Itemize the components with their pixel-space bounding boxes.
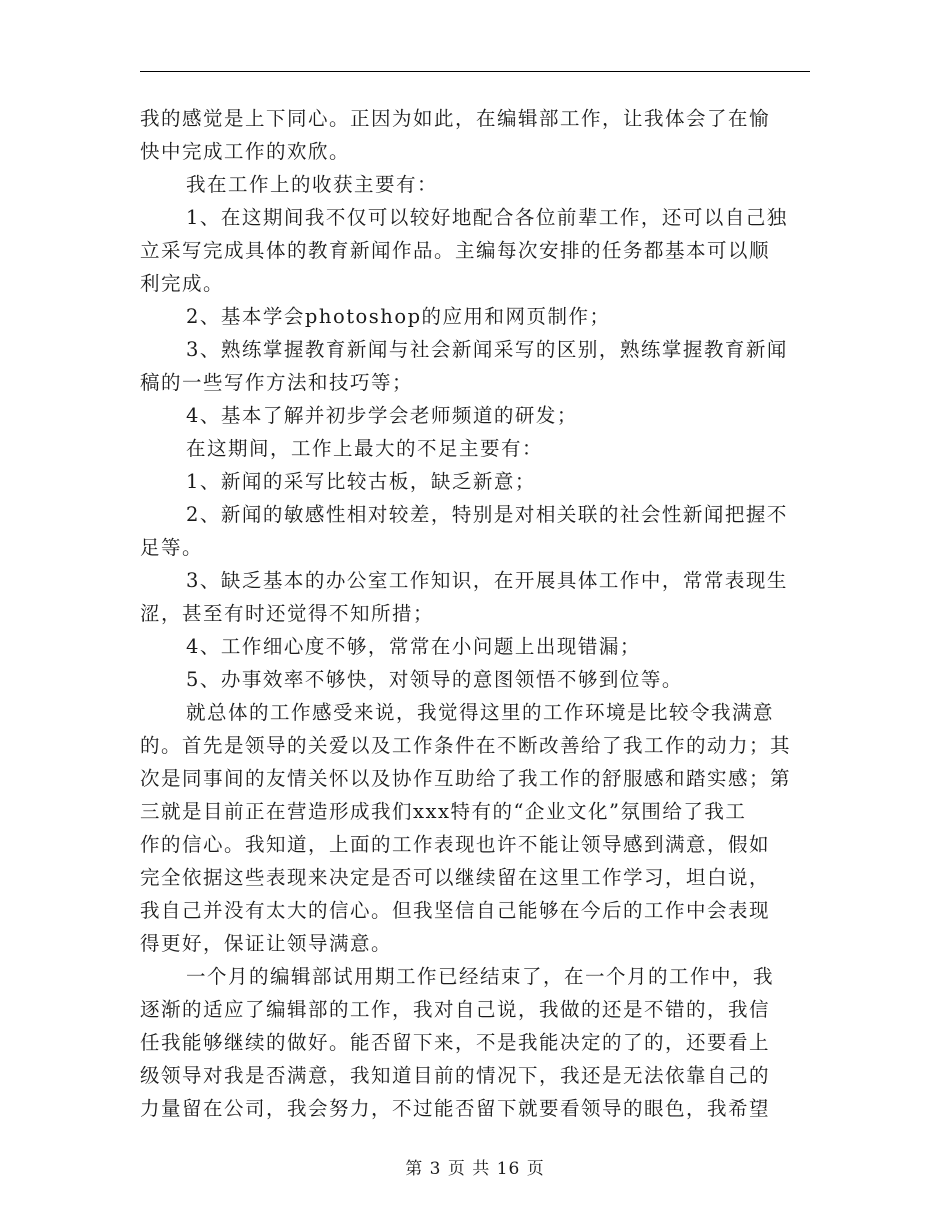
text-line: 4、基本了解并初步学会老师频道的研发； [186, 404, 578, 427]
text-line: 我在工作上的收获主要有： [186, 173, 439, 196]
text-line: 涩，甚至有时还觉得不知所措； [140, 602, 435, 625]
text-line: 我的感觉是上下同心。正因为如此，在编辑部工作，让我体会了在愉 [140, 107, 771, 130]
text-line: 4、工作细心度不够，常常在小问题上出现错漏； [186, 635, 641, 658]
text-line: 的。首先是领导的关爱以及工作条件在不断改善给了我工作的动力；其 [140, 734, 792, 757]
text-line: 在这期间，工作上最大的不足主要有： [186, 437, 544, 460]
text-line: 我自己并没有太大的信心。但我坚信自己能够在今后的工作中会表现 [140, 899, 771, 922]
text-line: 3、缺乏基本的办公室工作知识，在开展具体工作中，常常表现生 [186, 569, 788, 592]
document-body [140, 102, 810, 1125]
text-line: 5、办事效率不够快，对领导的意图领悟不够到位等。 [186, 668, 683, 691]
text-line: 三就是目前正在营造形成我们xxx特有的“企业文化”氛围给了我工 [140, 800, 747, 823]
text-line: 得更好，保证让领导满意。 [140, 932, 393, 955]
text-line: 2、基本学会photoshop的应用和网页制作； [186, 305, 611, 328]
text-line: 完全依据这些表现来决定是否可以继续留在这里工作学习，坦白说， [140, 866, 771, 889]
text-line: 足等。 [140, 536, 204, 559]
text-line: 一个月的编辑部试用期工作已经结束了，在一个月的工作中，我 [186, 965, 775, 988]
text-line: 任我能够继续的做好。能否留下来，不是我能决定的了的，还要看上 [140, 1031, 771, 1054]
text-line: 力量留在公司，我会努力，不过能否留下就要看领导的眼色，我希望 [140, 1097, 771, 1120]
text-line: 次是同事间的友情关怀以及协作互助给了我工作的舒服感和踏实感；第 [140, 767, 792, 790]
text-line: 快中完成工作的欢欣。 [140, 140, 351, 163]
text-line: 级领导对我是否满意，我知道目前的情况下，我还是无法依靠自己的 [140, 1064, 771, 1087]
text-line: 稿的一些写作方法和技巧等； [140, 371, 414, 394]
page-footer: 第 3 页 共 16 页 [405, 1159, 545, 1179]
text-line: 1、新闻的采写比较古板，缺乏新意； [186, 470, 536, 493]
text-line: 就总体的工作感受来说，我觉得这里的工作环境是比较令我满意 [186, 701, 775, 724]
body-text [140, 102, 810, 1125]
header-rule [140, 71, 810, 72]
text-line: 立采写完成具体的教育新闻作品。主编每次安排的任务都基本可以顺 [140, 239, 771, 262]
text-line: 3、熟练掌握教育新闻与社会新闻采写的区别，熟练掌握教育新闻 [186, 338, 788, 361]
text-line: 1、在这期间我不仅可以较好地配合各位前辈工作，还可以自己独 [186, 206, 788, 229]
text-line: 利完成。 [140, 272, 225, 295]
text-line: 2、新闻的敏感性相对较差，特别是对相关联的社会性新闻把握不 [186, 503, 788, 526]
text-line: 逐渐的适应了编辑部的工作，我对自己说，我做的还是不错的，我信 [140, 998, 771, 1021]
text-line: 作的信心。我知道，上面的工作表现也许不能让领导感到满意，假如 [140, 833, 771, 856]
